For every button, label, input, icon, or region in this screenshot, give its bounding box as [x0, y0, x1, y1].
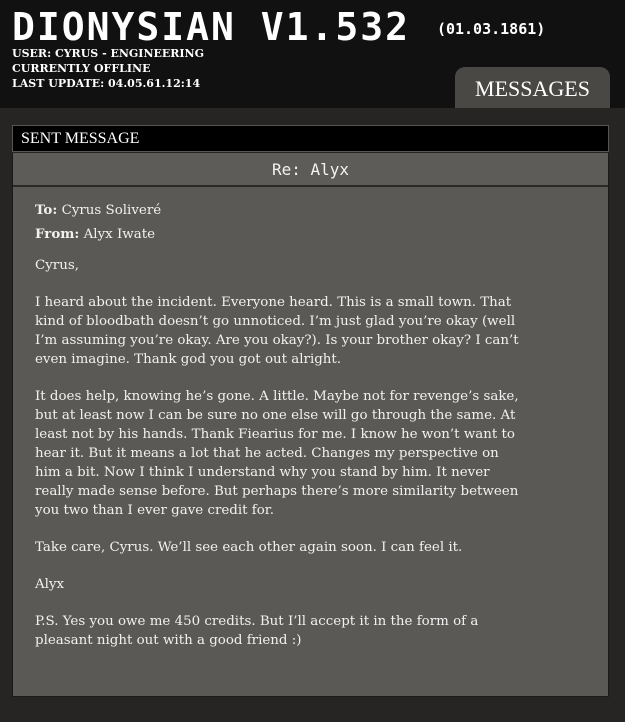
body-line: really made sense before. But perhaps there’s more similarity between	[35, 484, 519, 499]
body-line: you two than I ever gave credit for.	[35, 503, 274, 518]
body-line: P.S. Yes you owe me 450 credits. But I’ll accept it in the form of a	[35, 614, 479, 629]
body-line: I’m assuming you’re okay. Are you okay?). Is your brother okay? I can’t	[35, 333, 519, 348]
app-title	[12, 6, 545, 50]
body-line: I heard about the incident. Everyone heard. This is a small town. That	[35, 295, 512, 310]
message-postscript	[35, 612, 595, 650]
app-name: DIONYSIAN V1.532	[12, 5, 411, 49]
body-line: least not by his hands. Thank Fiearius for me. I know he won’t want to	[35, 427, 515, 442]
message-card	[12, 153, 609, 697]
from-label: From:	[35, 226, 80, 242]
recipient-line	[35, 199, 595, 223]
message-paragraph-3: Take care, Cyrus. We’ll see each other again soon. I can feel it.	[35, 540, 463, 555]
message-body	[35, 199, 595, 668]
body-line: kind of bloodbath doesn’t go unnoticed. I’m just glad you’re okay (well	[35, 314, 516, 329]
body-line: him a bit. Now I think I understand why you stand by him. It never	[35, 465, 490, 480]
app-date: (01.03.1861)	[436, 20, 546, 38]
body-line: It does help, knowing he’s gone. A little. Maybe not for revenge’s sake,	[35, 389, 519, 404]
last-update: LAST UPDATE: 04.05.61.12:14	[12, 77, 201, 90]
message-subject: Re: Alyx	[13, 153, 608, 187]
body-line: even imagine. Thank god you got out alright.	[35, 352, 342, 367]
from-value: Alyx Iwate	[83, 227, 156, 242]
to-label: To:	[35, 202, 58, 218]
message-signature: Alyx	[35, 577, 65, 592]
tab-messages[interactable]: MESSAGES	[455, 67, 610, 108]
to-value: Cyrus Soliveré	[61, 203, 162, 218]
message-greeting: Cyrus,	[35, 258, 79, 273]
section-header: SENT MESSAGE	[12, 125, 609, 152]
top-bar	[0, 0, 625, 108]
online-status: CURRENTLY OFFLINE	[12, 62, 151, 75]
body-line: pleasant night out with a good friend :)	[35, 633, 302, 648]
user-info: USER: CYRUS - ENGINEERING	[12, 47, 205, 60]
sender-line	[35, 223, 595, 247]
body-line: but at least now I can be sure no one else will go through the same. At	[35, 408, 516, 423]
body-line: hear it. But it means a lot that he acted. Changes my perspective on	[35, 446, 499, 461]
message-paragraph-1	[35, 293, 595, 369]
message-paragraph-2	[35, 387, 595, 520]
